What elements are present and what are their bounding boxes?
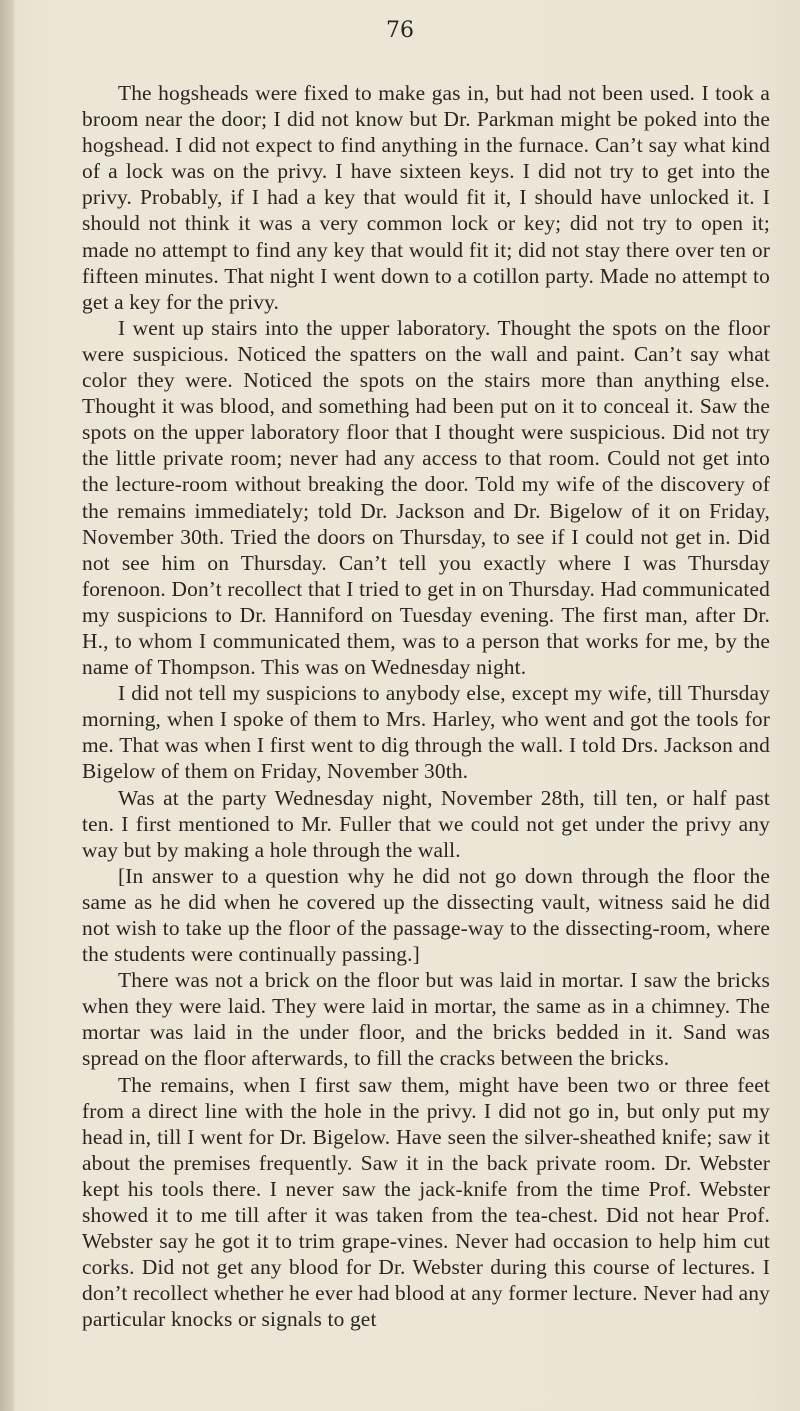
page-gutter-shadow <box>0 0 14 1411</box>
page-number: 76 <box>386 18 414 43</box>
paragraph: The remains, when I first saw them, might have been two or three feet from a direct line with the hole in the privy. I did not go in, but only put my head in, till I went for Dr. Bigelow. Have seen the silver-sheathed knife; saw it about the premises frequently. Saw it in the back private room. Dr. Webster kept his tools there. I never saw the jack-knife from the time Prof. Webster showed it to me till after it was taken from the tea-chest. Did not hear Prof. Webster say he got it to trim grape-vines. Never had occasion to help him cut corks. Did not get any blood for Dr. Webster during this course of lectures. I don’t recollect whether he ever had blood at any former lecture. Never had any particular knocks or signals to get <box>82 1072 770 1332</box>
paragraph: I did not tell my suspicions to anybody else, except my wife, till Thursday morning, when I spoke of them to Mrs. Harley, who went and got the tools for me. That was when I first went to dig through the wall. I told Drs. Jackson and Bigelow of them on Friday, November 30th. <box>82 681 770 784</box>
paragraph: I went up stairs into the upper laboratory. Thought the spots on the floor were suspicious. Noticed the spatters on the wall and paint. Can’t say what color they were. Noticed the spots on the stairs more than anything else. Thought it was blood, and something had been put on it to conceal it. Saw the spots on the upper laboratory floor that I thought were suspicious. Did not try the little private room; never had any access to that room. Could not get into the lecture-room without breaking the door. Told my wife of the discovery of the remains immediately; told Dr. Jackson and Dr. Bigelow of it on Friday, November 30th. Tried the doors on Thursday, to see if I could not get in. Did not see him on Thursday. Can’t tell you exactly where I was Thursday forenoon. Don’t recollect that I tried to get in on Thursday. Had communicated my suspicions to Dr. Hanniford on Tuesday evening. The first man, after Dr. H., to whom I communicated them, was to a person that works for me, by the name of Thompson. This was on Wednesday night. <box>82 315 770 680</box>
paragraph: The hogsheads were fixed to make gas in, but had not been used. I took a broom near the door; I did not know but Dr. Parkman might be poked into the hogshead. I did not expect to find anything in the furnace. Can’t say what kind of a lock was on the privy. I have sixteen keys. I did not try to get into the privy. Probably, if I had a key that would fit it, I should have unlocked it. I should not think it was a very common lock or key; did not try to open it; made no attempt to find any key that would fit it; did not stay there over ten or fifteen minutes. That night I went down to a cotillon party. Made no attempt to get a key for the privy. <box>82 81 770 314</box>
body-text <box>82 80 770 1333</box>
paragraph: Was at the party Wednesday night, November 28th, till ten, or half past ten. I first mentioned to Mr. Fuller that we could not get under the privy any way but by making a hole through the wall. <box>82 785 770 862</box>
paragraph: [In answer to a question why he did not go down through the floor the same as he did when he covered up the dissecting vault, witness said he did not wish to take up the floor of the passage-way to the dissecting-room, where the students were continually passing.] <box>82 863 770 967</box>
paragraph: There was not a brick on the floor but was laid in mortar. I saw the bricks when they were laid. They were laid in mortar, the same as in a chimney. The mortar was laid in the under floor, and the bricks bedded in it. Sand was spread on the floor afterwards, to fill the cracks between the bricks. <box>82 968 770 1071</box>
